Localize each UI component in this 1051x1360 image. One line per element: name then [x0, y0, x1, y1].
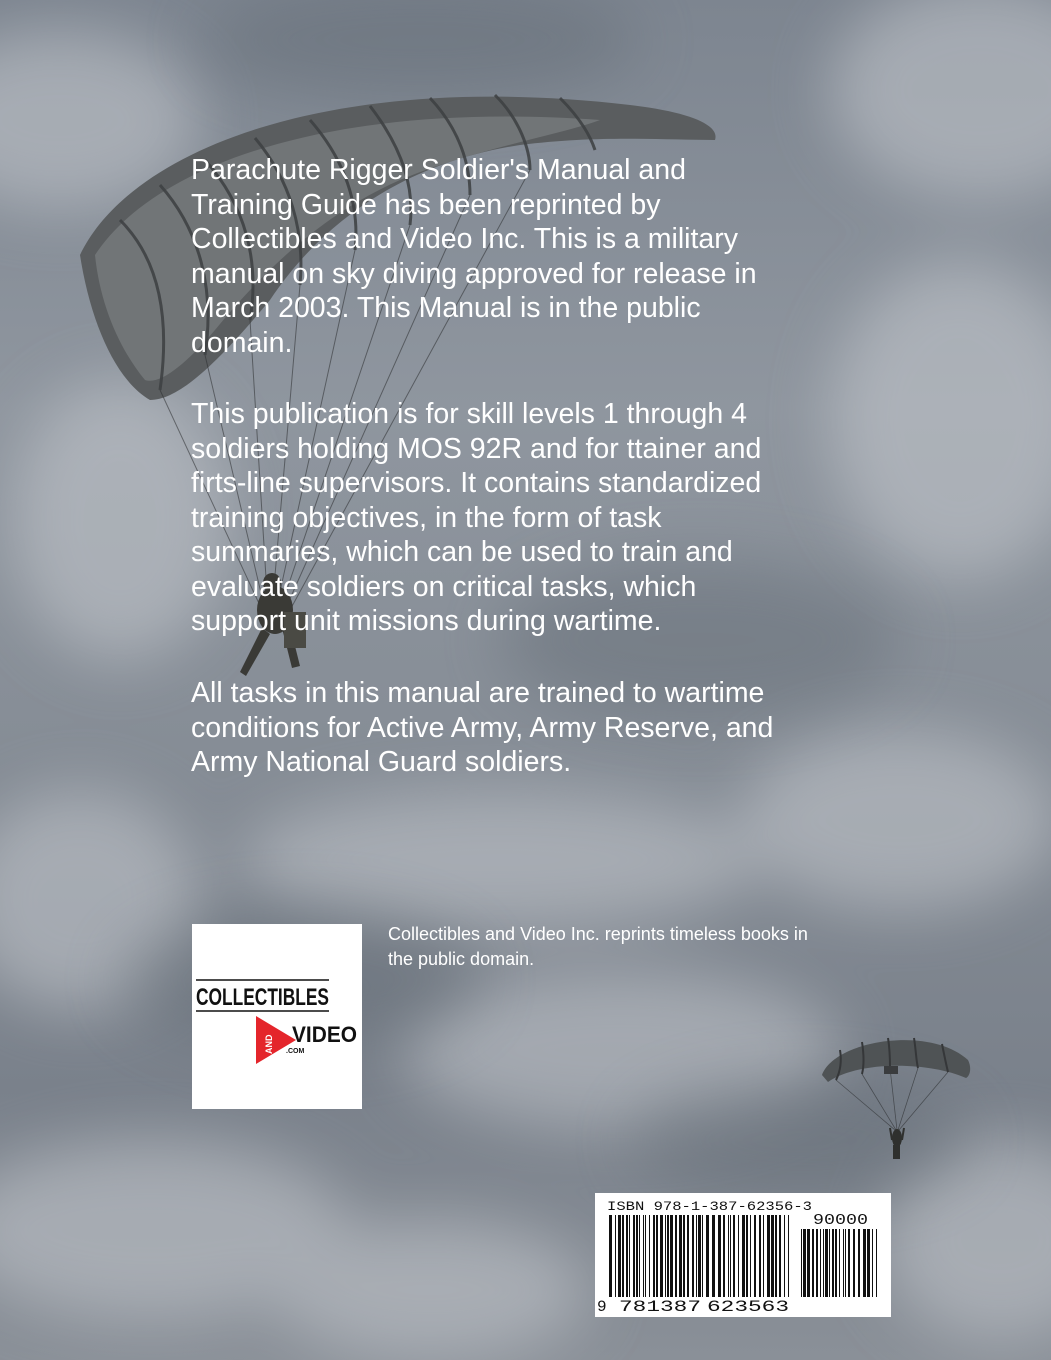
description-paragraph-2: This publication is for skill levels 1 through 4 soldiers holding MOS 92R and for ttainer and firts-line supervisors. It contains standardized training objectives, in the form of task summaries, which can be used to train and evaluate soldiers on critical tasks, which support unit missions during wartime.: [191, 398, 762, 637]
barcode-bar: [618, 1215, 621, 1305]
publisher-note: Collectibles and Video Inc. reprints timeless books in the public domain.: [388, 924, 808, 969]
barcode-bar: [839, 1229, 840, 1299]
barcode-bar: [863, 1229, 866, 1299]
barcode-bar: [653, 1215, 655, 1305]
barcode-bar: [702, 1215, 703, 1305]
barcode-bar: [609, 1215, 612, 1305]
barcode-bar: [835, 1229, 837, 1299]
barcode-bar: [706, 1215, 709, 1305]
barcode-bar: [784, 1215, 785, 1305]
publisher-logo: [192, 924, 362, 1109]
barcode-bar: [696, 1215, 697, 1305]
barcode-bar: [733, 1215, 735, 1305]
barcode-bar: [771, 1215, 774, 1305]
barcode-bar: [679, 1215, 682, 1305]
barcode-bar: [746, 1215, 748, 1305]
barcode-main-bars: [609, 1215, 789, 1305]
barcode-bar: [730, 1215, 731, 1305]
barcode-bar: [843, 1229, 844, 1299]
logo-and-text: AND: [264, 1034, 274, 1054]
barcode-bar: [692, 1215, 694, 1305]
barcode-bar: [718, 1215, 721, 1305]
barcode-bar: [615, 1215, 616, 1305]
barcode-bar: [848, 1229, 850, 1299]
barcode-bar: [763, 1215, 764, 1305]
barcode-bar: [825, 1229, 828, 1299]
barcode-bar: [742, 1215, 745, 1305]
barcode-bar: [858, 1229, 860, 1299]
logo-collectibles-text: COLLECTIBLES: [196, 984, 329, 1011]
barcode-bar: [728, 1215, 729, 1305]
barcode-bar: [712, 1215, 715, 1305]
barcode-bar: [723, 1215, 725, 1305]
description-paragraph-3: All tasks in this manual are trained to wartime conditions for Active Army, Army Reserve, and Army National Guard soldiers.: [191, 677, 774, 778]
barcode-bar: [775, 1215, 777, 1305]
barcode-bar: [738, 1215, 739, 1305]
description-paragraph-1: Parachute Rigger Soldier's Manual and Training Guide has been reprinted by Collectibles and Video Inc. This is a military manual on sky diving approved for release in March 2003. This Manual is in the public domain.: [191, 154, 757, 359]
barcode-addon-bars: [801, 1229, 877, 1299]
barcode-bar: [845, 1229, 846, 1299]
barcode-bar: [853, 1229, 855, 1299]
barcode-bar: [683, 1215, 685, 1305]
barcode-bar: [639, 1215, 640, 1305]
barcode-bar: [687, 1215, 689, 1305]
logo-video-text: VIDEO: [292, 1022, 357, 1047]
barcode-bar: [779, 1215, 781, 1305]
barcode-addon-digits: 90000: [813, 1212, 868, 1229]
barcode-bar: [832, 1229, 834, 1299]
isbn-label: ISBN 978-1-387-62356-3: [607, 1199, 812, 1214]
barcode-bar: [660, 1215, 663, 1305]
barcode-bar: [626, 1215, 628, 1305]
ean-first-digit: 9: [597, 1298, 607, 1316]
barcode-bar: [622, 1215, 624, 1305]
logo-dotcom-text: .COM: [286, 1048, 305, 1055]
barcode-bar: [629, 1215, 630, 1305]
barcode-bar: [803, 1229, 806, 1299]
barcode-bar: [633, 1215, 635, 1305]
barcode-bar: [750, 1215, 751, 1305]
barcode-bar: [823, 1229, 824, 1299]
barcode-bar: [645, 1215, 646, 1305]
barcode-bar: [820, 1229, 821, 1299]
barcode-bar: [649, 1215, 650, 1305]
barcode-bar: [636, 1215, 638, 1305]
barcode-bar: [656, 1215, 658, 1305]
barcode-bar: [665, 1215, 666, 1305]
barcode-bar: [801, 1229, 802, 1299]
barcode-bar: [816, 1229, 818, 1299]
logo-graphic: [192, 924, 362, 1109]
barcode-bar: [643, 1215, 644, 1305]
barcode-bar: [675, 1215, 677, 1305]
ean-left-digits: 781387: [619, 1298, 701, 1316]
barcode-bar: [876, 1229, 877, 1299]
ean-right-digits: 623563: [707, 1298, 789, 1316]
barcode-bar: [872, 1229, 873, 1299]
barcode-bar: [788, 1215, 789, 1305]
play-arrow-icon: [256, 1016, 296, 1064]
isbn-barcode: [595, 1193, 891, 1317]
barcode-bar: [670, 1215, 673, 1305]
barcode-bar: [812, 1229, 814, 1299]
barcode-bar: [829, 1229, 830, 1299]
barcode-bar: [767, 1215, 770, 1305]
barcode-bar: [807, 1229, 810, 1299]
barcode-bar: [667, 1215, 669, 1305]
barcode-bar: [754, 1215, 756, 1305]
barcode-bar: [867, 1229, 870, 1299]
barcode-bar: [698, 1215, 701, 1305]
barcode-bar: [759, 1215, 761, 1305]
